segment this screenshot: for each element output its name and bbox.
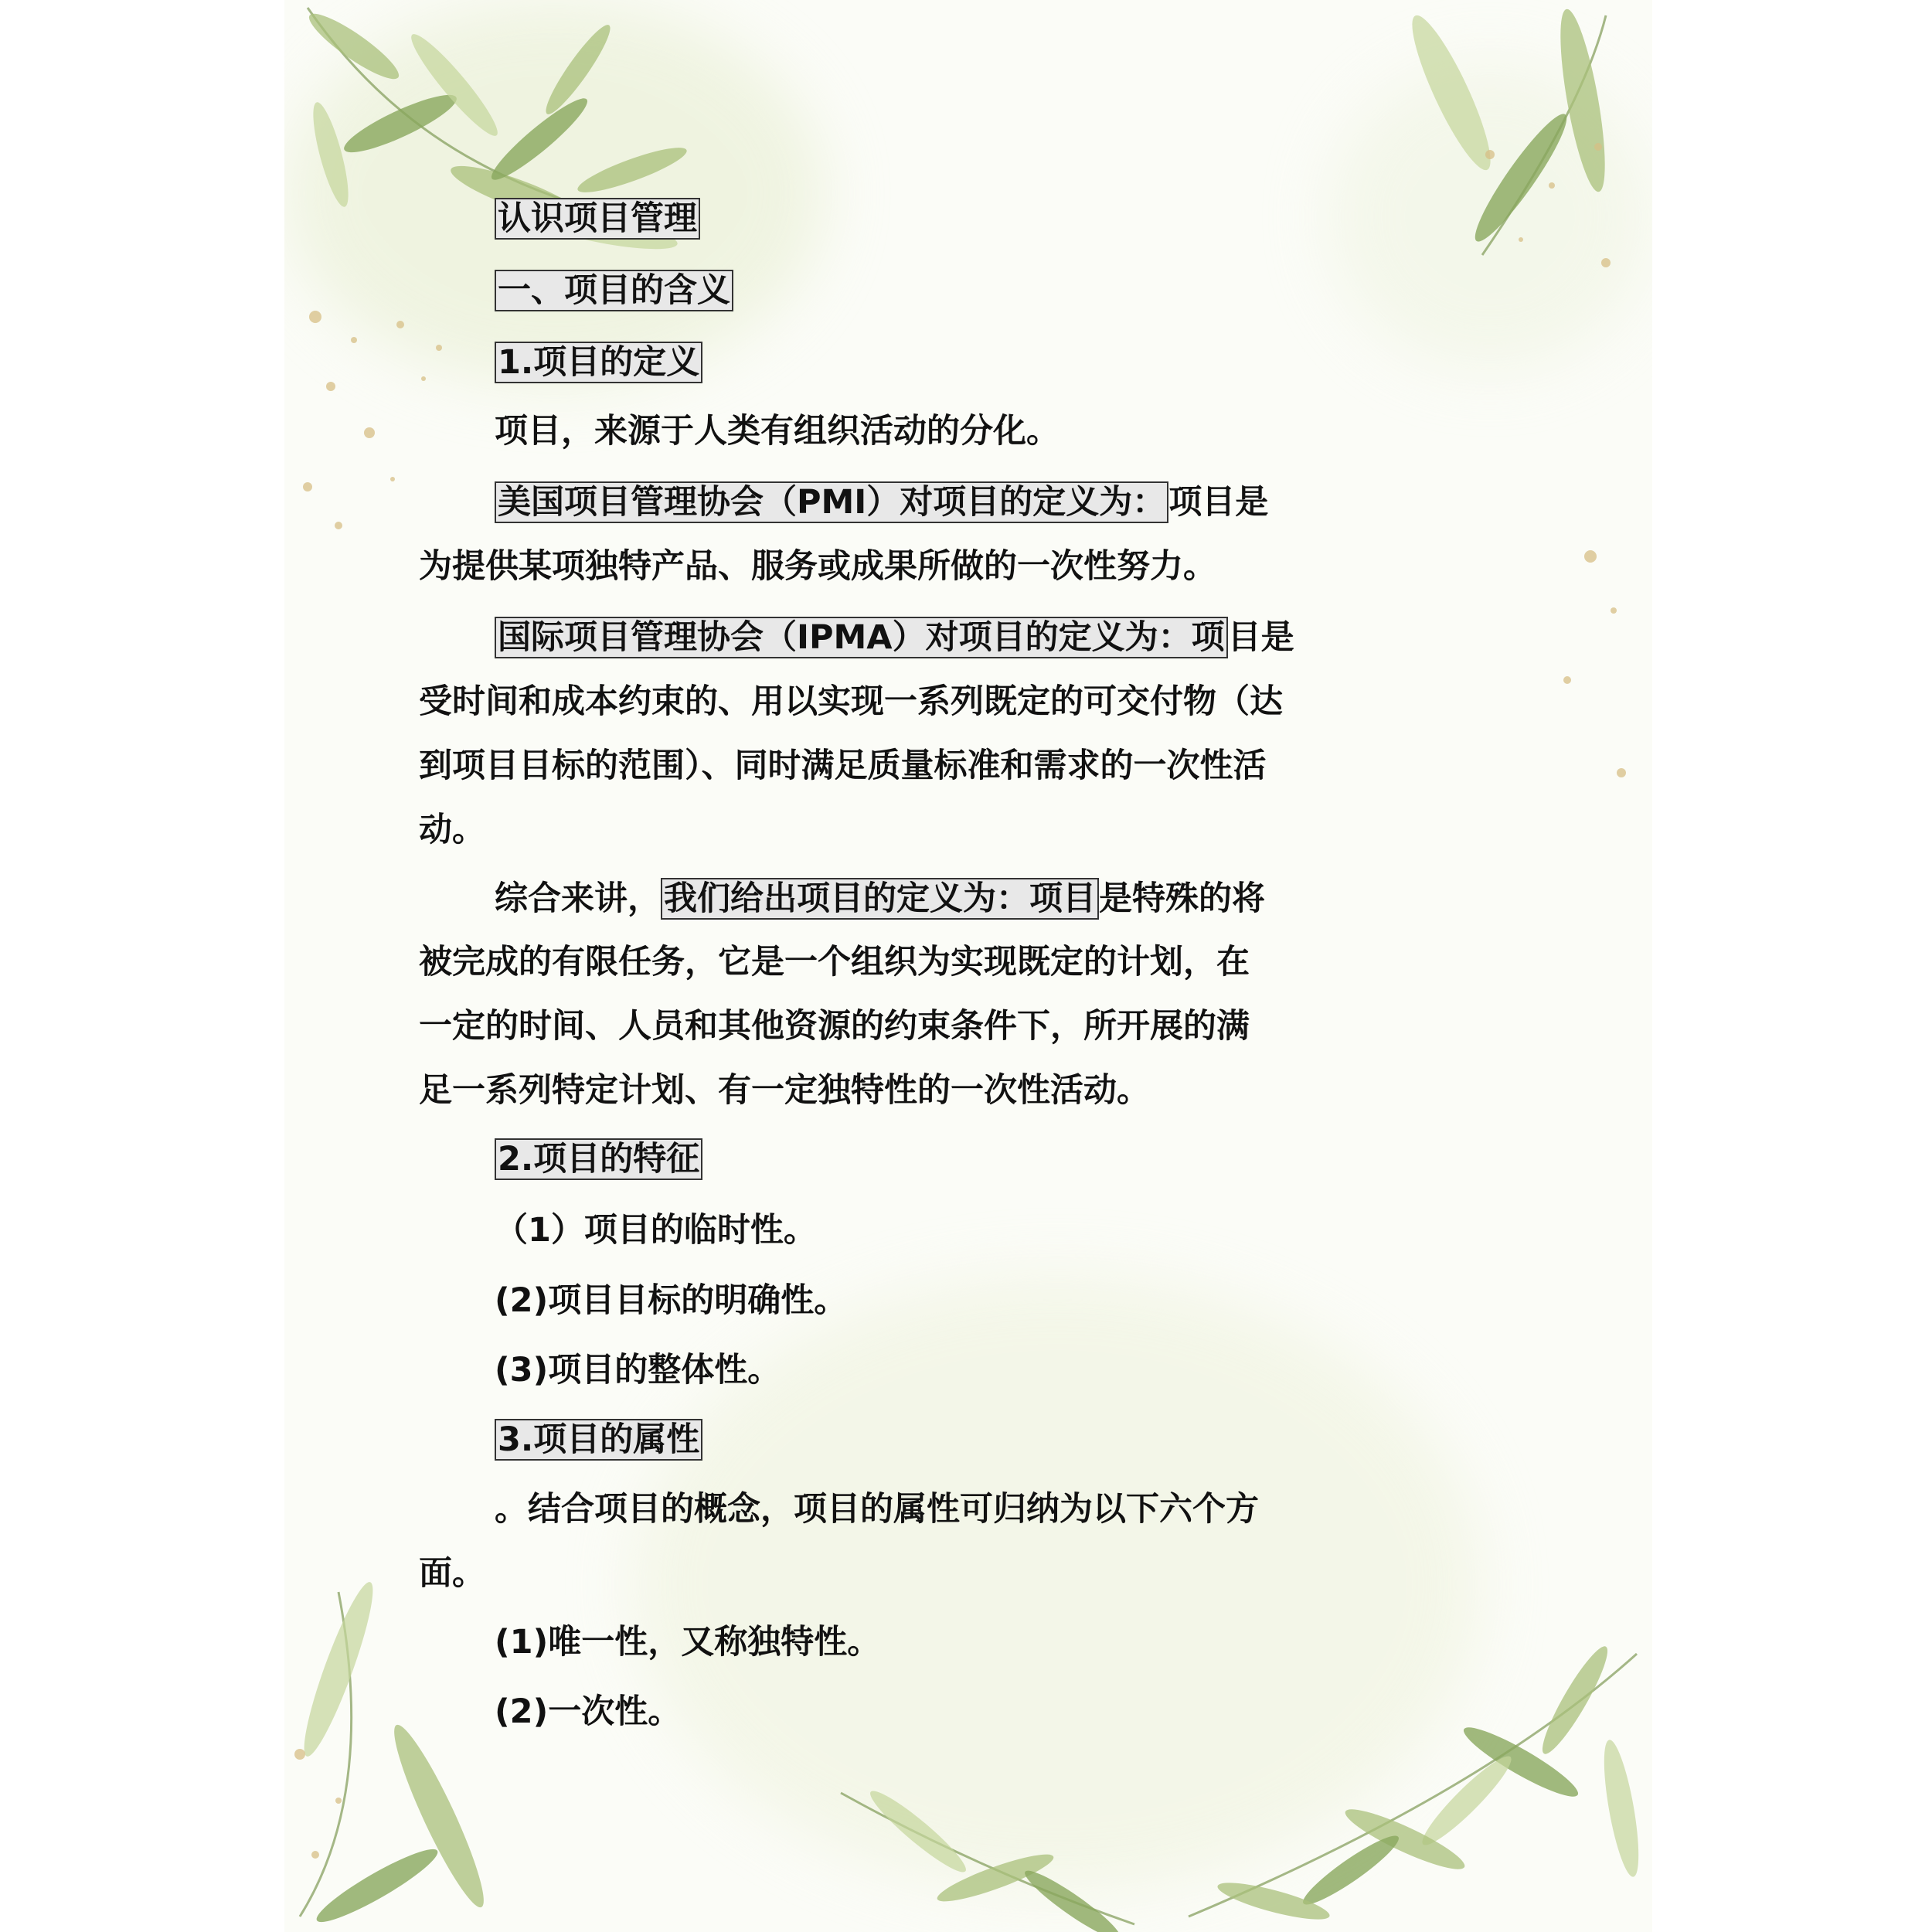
- summary-definition: [495, 877, 1265, 920]
- highlight-box: 一、项目的含义: [495, 270, 733, 311]
- list-item: （1）项目的临时性。: [495, 1211, 817, 1250]
- ipma-definition: [495, 616, 1294, 659]
- list-item: (2)一次性。: [495, 1692, 682, 1731]
- highlight-box: 2.项目的特征: [495, 1138, 702, 1180]
- paragraph-line: 。结合项目的概念，项目的属性可归纳为以下六个方: [495, 1490, 1259, 1529]
- paragraph-line: 被完成的有限任务，它是一个组织为实现既定的计划，在: [419, 943, 1250, 981]
- leaf-branch-icon: [1158, 1607, 1652, 1932]
- paragraph-line: 到项目目标的范围）、同时满足质量标准和需求的一次性活: [419, 747, 1267, 785]
- highlight-box: 1.项目的定义: [495, 342, 702, 383]
- paragraph-line: 动。: [419, 811, 485, 849]
- gold-speckles: [284, 294, 485, 549]
- paragraph-line: 足一系列特定计划、有一定独特性的一次性活动。: [419, 1071, 1150, 1110]
- highlight-box: 认识项目管理: [495, 198, 700, 240]
- pmi-definition: [495, 481, 1268, 524]
- paragraph-line: 受时间和成本约束的、用以实现一系列既定的可交付物（达: [419, 682, 1283, 721]
- paragraph-line: 一定的时间、人员和其他资源的约束条件下，所开展的满: [419, 1007, 1250, 1046]
- list-item: (3)项目的整体性。: [495, 1351, 781, 1389]
- subsection-heading: [495, 341, 702, 384]
- page-title: [495, 197, 700, 240]
- paragraph-line: 面。: [419, 1554, 485, 1593]
- leaf-branch-icon: [825, 1762, 1150, 1932]
- highlight-box: 我们给出项目的定义为：项目: [661, 878, 1099, 920]
- highlight-box: 国际项目管理协会（IPMA）对项目的定义为：项: [495, 617, 1228, 658]
- text-run: 是特殊的将: [1099, 879, 1265, 918]
- text-run: 综合来讲，: [495, 879, 661, 918]
- gold-speckles: [284, 1716, 439, 1886]
- gold-speckles: [1444, 124, 1637, 317]
- subsection-heading: [495, 1138, 702, 1181]
- highlight-box: 美国项目管理协会（PMI）对项目的定义为：: [495, 481, 1168, 523]
- subsection-heading: [495, 1418, 702, 1461]
- highlight-box: 3.项目的属性: [495, 1419, 702, 1461]
- text-run: 目是: [1227, 618, 1294, 657]
- paragraph: 项目，来源于人类有组织活动的分化。: [495, 412, 1060, 451]
- list-item: (2)项目目标的明确性。: [495, 1281, 848, 1320]
- gold-speckles: [1475, 526, 1645, 804]
- list-item: (1)唯一性，又称独特性。: [495, 1623, 881, 1662]
- paragraph-line: 为提供某项独特产品、服务或成果所做的一次性努力。: [419, 547, 1216, 586]
- section-heading: [495, 269, 733, 312]
- text-run: 项目是: [1168, 483, 1269, 522]
